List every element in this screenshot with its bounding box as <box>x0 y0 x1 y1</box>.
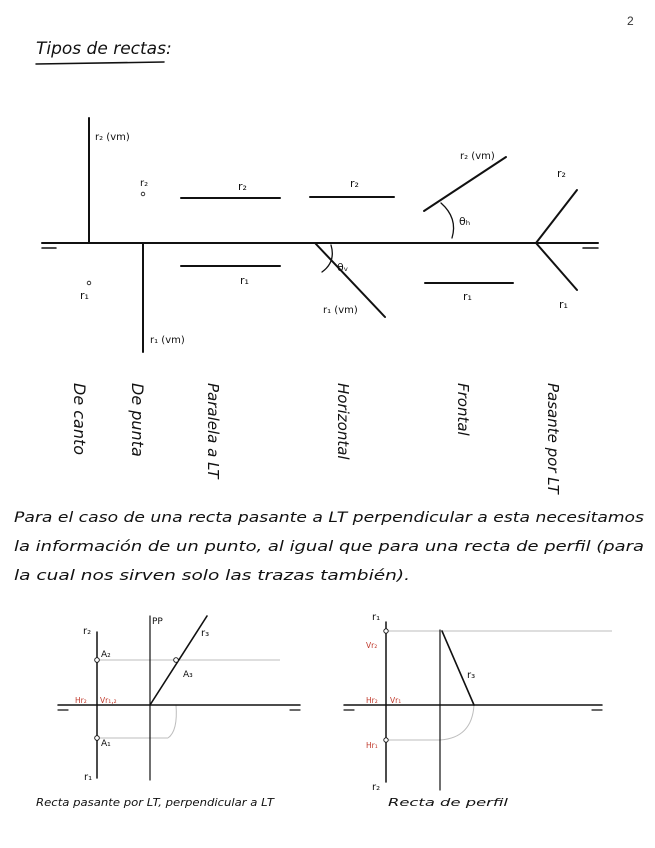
left-point-a2 <box>95 658 100 663</box>
left-guide-arc <box>168 705 176 738</box>
pasante-r1 <box>536 243 577 290</box>
left-label-h-trace: Hr₂ <box>75 696 87 705</box>
left-label-r3: r₃ <box>201 628 210 639</box>
de-canto-point-r1 <box>87 281 91 285</box>
type-label-horizontal: Horizontal <box>334 383 352 460</box>
left-label-r1: r₁ <box>84 772 93 783</box>
right-diagram <box>344 612 612 809</box>
left-diagram <box>36 616 300 809</box>
page-number: 2 <box>627 14 634 28</box>
horizontal-label-theta-v: θᵥ <box>337 261 349 274</box>
left-label-a2: A₂ <box>101 650 111 660</box>
frontal-label-r1: r₁ <box>463 290 472 303</box>
paragraph-line-3: la cual nos sirven solo las trazas también). <box>14 568 410 584</box>
right-label-hr1: Hr₁ <box>366 741 378 750</box>
pasante-label-r2: r₂ <box>557 167 566 180</box>
type-label-paralela: Paralela a LT <box>204 383 222 479</box>
de-canto-label-r1: r₁ <box>80 289 89 302</box>
right-guide-arc <box>440 705 474 740</box>
frontal-label-r2vm: r₂ (vm) <box>460 151 495 162</box>
pasante-r2 <box>536 190 577 243</box>
paragraph-line-1: Para el caso de una recta pasante a LT perpendicular a esta necesitamos <box>14 510 645 526</box>
frontal-label-theta-h: θₕ <box>459 215 471 228</box>
de-canto-label-r2vm: r₂ (vm) <box>95 132 130 143</box>
de-punta-label-r2: r₂ <box>140 178 149 189</box>
left-point-a1 <box>95 736 100 741</box>
de-punta-point-r2 <box>141 192 145 196</box>
left-label-r2: r₂ <box>83 626 92 637</box>
left-label-a1: A₁ <box>101 739 111 749</box>
right-label-r3: r₃ <box>467 670 476 681</box>
right-point-vr2 <box>384 629 388 633</box>
paragraph-line-2: la información de un punto, al igual que para una recta de perfil (para <box>14 539 644 555</box>
frontal-angle-arc <box>441 203 454 238</box>
left-label-a3: A₃ <box>183 670 193 680</box>
explanation-paragraph <box>14 510 645 584</box>
type-label-de-punta: De punta <box>128 383 147 457</box>
right-label-hr2: Hr₂ <box>366 696 378 705</box>
frontal-r2 <box>424 157 506 211</box>
right-point-hr1 <box>384 738 388 742</box>
left-caption: Recta pasante por LT, perpendicular a LT <box>36 796 276 809</box>
top-diagram <box>42 118 598 496</box>
horizontal-label-r2: r₂ <box>350 177 359 190</box>
right-label-vr2: Vr₂ <box>366 641 378 650</box>
paralela-label-r2: r₂ <box>238 180 247 193</box>
type-label-frontal: Frontal <box>454 383 472 436</box>
left-label-v-trace: Vr₁,₂ <box>100 696 117 705</box>
pasante-label-r1: r₁ <box>559 298 568 311</box>
de-punta-label-r1vm: r₁ (vm) <box>150 335 185 346</box>
left-point-a3 <box>174 658 179 663</box>
right-caption: Recta de perfil <box>388 796 508 809</box>
right-label-r1: r₁ <box>372 612 381 623</box>
left-label-pp: PP <box>152 617 163 627</box>
horizontal-label-r1vm: r₁ (vm) <box>323 305 358 316</box>
type-label-de-canto: De canto <box>70 383 89 456</box>
type-label-pasante: Pasante por LT <box>544 383 562 494</box>
right-label-vr1: Vr₁ <box>390 696 402 705</box>
right-label-r2: r₂ <box>372 782 381 793</box>
page-title: Tipos de rectas: <box>36 39 172 59</box>
right-r3 <box>442 631 474 705</box>
title-underline <box>36 62 164 64</box>
paralela-label-r1: r₁ <box>240 274 249 287</box>
